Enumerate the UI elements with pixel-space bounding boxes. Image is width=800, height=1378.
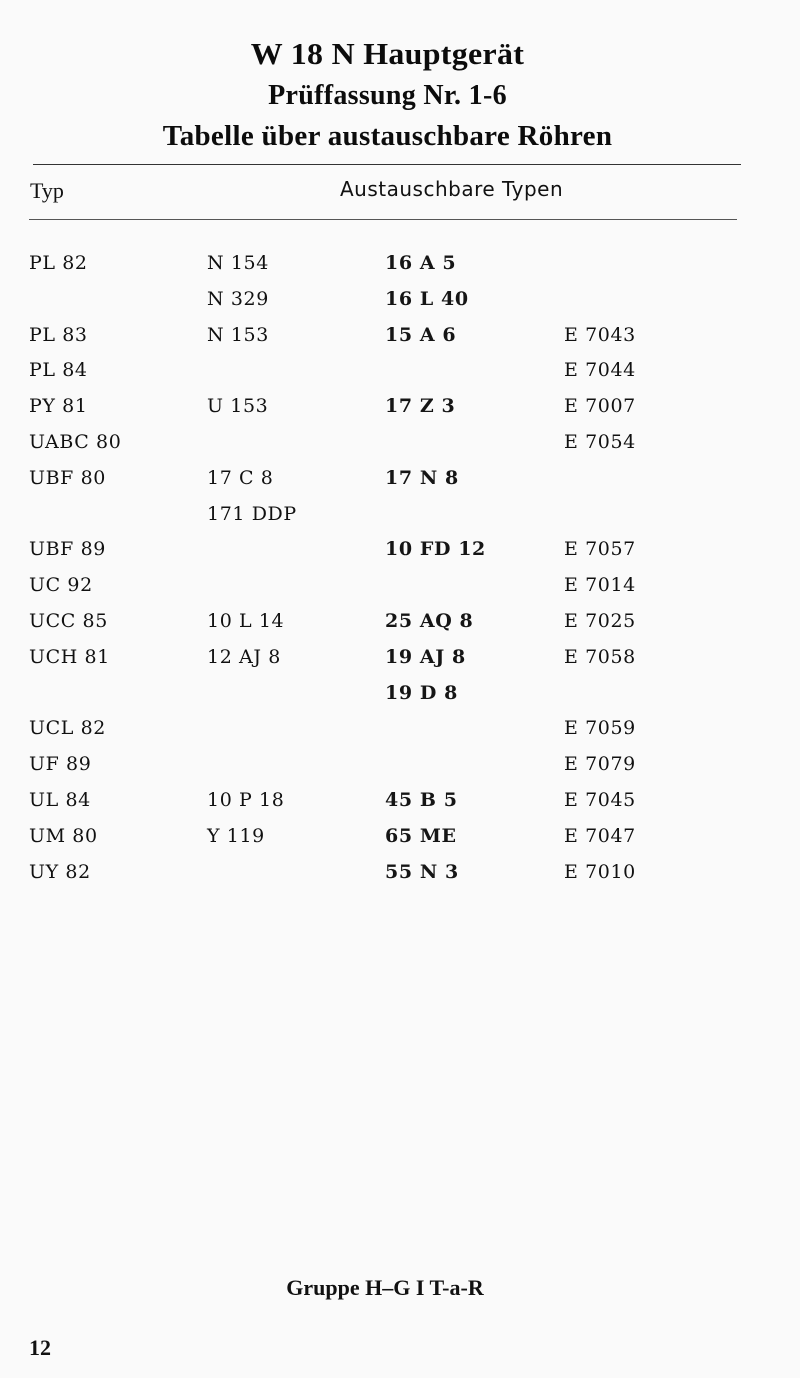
table-row (0, 825, 800, 861)
tube-type: PY 81 (29, 395, 88, 418)
tube-type: UBF 80 (29, 466, 106, 489)
table-row (0, 503, 800, 539)
table-row (0, 395, 800, 431)
alternative-3: E 7014 (564, 574, 636, 597)
alternative-1: 10 P 18 (207, 788, 285, 811)
alternative-3: E 7057 (564, 538, 636, 561)
alternative-3: E 7047 (564, 824, 636, 847)
alternative-2: 17 Z 3 (385, 395, 456, 418)
alternative-2: 10 FD 12 (385, 538, 486, 561)
alternative-2: 17 N 8 (385, 466, 459, 489)
alternative-2: 25 AQ 8 (385, 609, 474, 632)
tube-type: PL 84 (29, 359, 88, 382)
tube-type: UC 92 (29, 574, 93, 597)
table-row (0, 717, 800, 753)
alternative-3: E 7010 (564, 860, 636, 883)
alternative-2: 65 ME (385, 824, 457, 847)
tube-replacement-table (0, 252, 800, 896)
alternative-3: E 7044 (564, 359, 636, 382)
alternative-1: 17 C 8 (207, 466, 274, 489)
alternative-3: E 7007 (564, 395, 636, 418)
alternative-1: 12 AJ 8 (207, 645, 281, 668)
table-row (0, 431, 800, 467)
alternative-2: 19 D 8 (385, 681, 458, 704)
table-row (0, 324, 800, 360)
tube-type: UM 80 (29, 824, 98, 847)
header-divider (29, 219, 737, 220)
alternative-1: N 154 (207, 252, 269, 274)
tube-type: PL 83 (29, 323, 88, 346)
tube-type: UY 82 (29, 860, 91, 883)
alternative-3: E 7043 (564, 323, 636, 346)
alternative-2: 55 N 3 (385, 860, 459, 883)
page-number: 12 (29, 1335, 51, 1360)
alternative-2: 16 L 40 (385, 287, 469, 310)
alternative-3: E 7059 (564, 717, 636, 740)
table-row (0, 359, 800, 395)
alternative-1: 171 DDP (207, 502, 297, 525)
alternative-3: E 7025 (564, 609, 636, 632)
alternative-3: E 7054 (564, 430, 636, 453)
table-row (0, 288, 800, 324)
table-row (0, 789, 800, 825)
column-header-type: Typ (30, 178, 64, 203)
table-row (0, 574, 800, 610)
table-row (0, 646, 800, 682)
column-header-alternatives: Austauschbare Typen (340, 177, 564, 201)
document-subtitle: Prüffassung Nr. 1-6 (268, 80, 507, 111)
top-divider (33, 164, 741, 165)
tube-type: UF 89 (29, 753, 92, 776)
alternative-3: E 7045 (564, 788, 636, 811)
alternative-2: 16 A 5 (385, 252, 457, 274)
table-row (0, 610, 800, 646)
tube-type: UCH 81 (29, 645, 110, 668)
alternative-2: 15 A 6 (385, 323, 457, 346)
alternative-1: U 153 (207, 395, 269, 418)
tube-type: UCL 82 (29, 717, 106, 740)
table-row (0, 252, 800, 288)
document-title: W 18 N Hauptgerät (250, 36, 525, 71)
tube-type: UBF 89 (29, 538, 106, 561)
table-row (0, 753, 800, 789)
alternative-1: N 329 (207, 287, 269, 310)
table-row (0, 467, 800, 503)
tube-type: UABC 80 (29, 430, 122, 453)
alternative-2: 45 B 5 (385, 788, 458, 811)
alternative-1: N 153 (207, 323, 269, 346)
tube-type: PL 82 (29, 252, 88, 274)
tube-type: UL 84 (29, 788, 91, 811)
table-title: Tabelle über austauschbare Röhren (162, 120, 613, 152)
table-row (0, 861, 800, 897)
table-row (0, 682, 800, 718)
alternative-3: E 7079 (564, 753, 636, 776)
alternative-1: 10 L 14 (207, 609, 285, 632)
alternative-3: E 7058 (564, 645, 636, 668)
table-row (0, 538, 800, 574)
group-label: Gruppe H–G I T-a-R (286, 1275, 484, 1300)
alternative-1: Y 119 (207, 824, 265, 847)
alternative-2: 19 AJ 8 (385, 645, 466, 668)
tube-type: UCC 85 (29, 609, 108, 632)
